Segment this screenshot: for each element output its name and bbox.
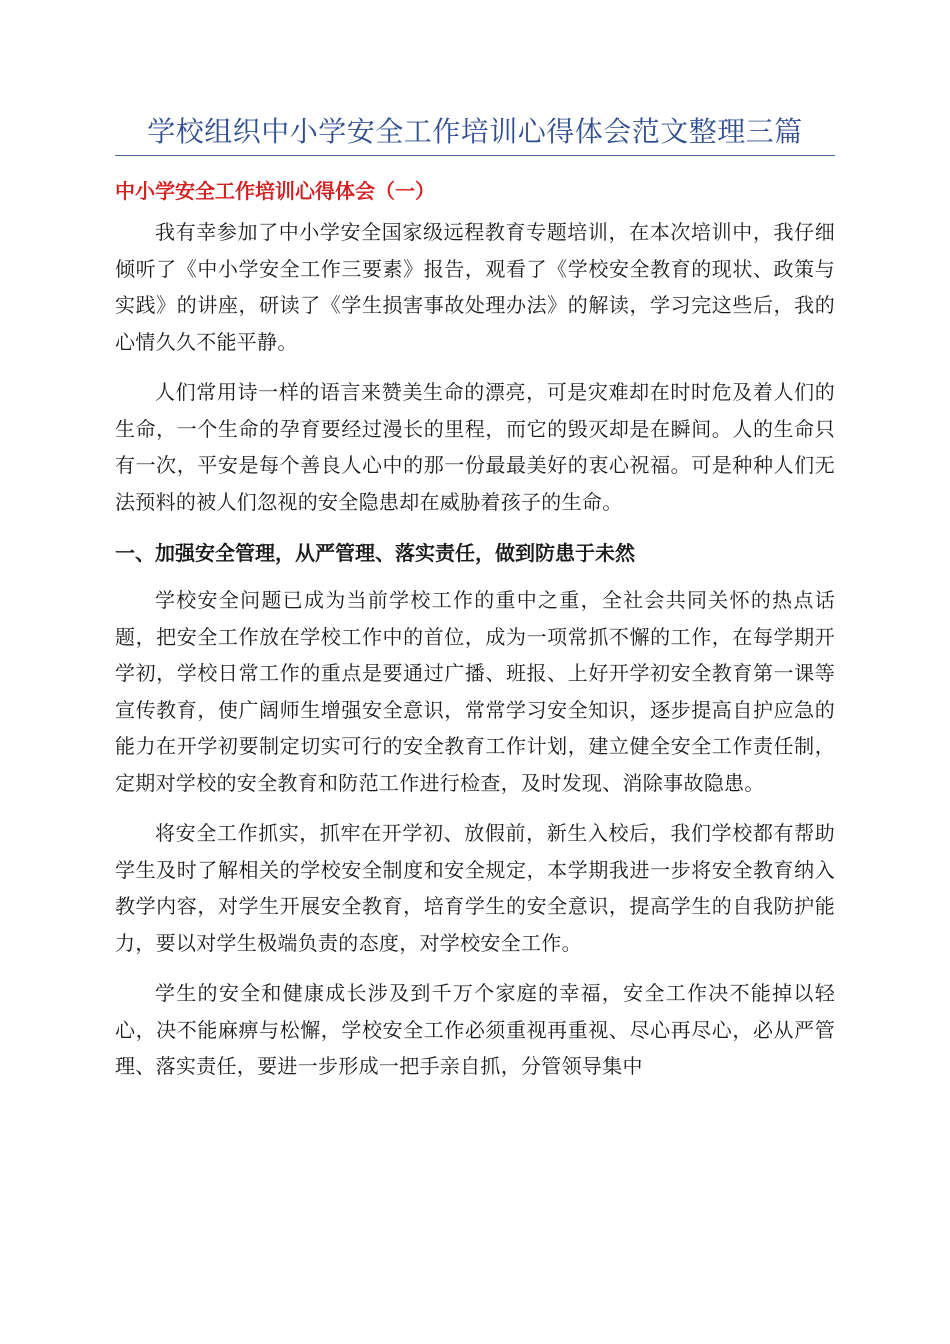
document-body [115, 172, 835, 1099]
section-heading: 中小学安全工作培训心得体会（一） [115, 179, 435, 203]
document-title: 学校组织中小学安全工作培训心得体会范文整理三篇 [147, 115, 803, 148]
paragraph: 学校安全问题已成为当前学校工作的重中之重，全社会共同关怀的热点话题，把安全工作放在学校工作中的首位，成为一项常抓不懈的工作，在每学期开学初，学校日常工作的重点是要通过广播、班报、上好开学初安全教育第一课等宣传教育，使广阔师生增强安全意识，常常学习安全知识，逐步提高自护应急的能力在开学初要制定切实可行的安全教育工作计划，建立健全安全工作责任制，定期对学校的安全教育和防范工作进行检查，及时发现、消除事故隐患。 [115, 588, 835, 795]
sub-heading: 一、加强安全管理，从严管理、落实责任，做到防患于未然 [115, 541, 635, 565]
paragraph: 人们常用诗一样的语言来赞美生命的漂亮，可是灾难却在时时危及着人们的生命，一个生命的孕育要经过漫长的里程，而它的毁灭却是在瞬间。人的生命只有一次，平安是每个善良人心中的那一份最最美好的衷心祝福。可是种种人们无法预料的被人们忽视的安全隐患却在威胁着孩子的生命。 [115, 380, 835, 514]
paragraph: 学生的安全和健康成长涉及到千万个家庭的幸福，安全工作决不能掉以轻心，决不能麻痹与松懈，学校安全工作必须重视再重视、尽心再尽心，必从严管理、落实责任，要进一步形成一把手亲自抓，分管领导集中 [115, 981, 835, 1078]
title-underline [115, 155, 835, 156]
paragraph: 将安全工作抓实，抓牢在开学初、放假前，新生入校后，我们学校都有帮助学生及时了解相关的学校安全制度和安全规定，本学期我进一步将安全教育纳入教学内容，对学生开展安全教育，培育学生的安全意识，提高学生的自我防护能力，要以对学生极端负责的态度，对学校安全工作。 [115, 821, 835, 955]
paragraph: 我有幸参加了中小学安全国家级远程教育专题培训，在本次培训中，我仔细倾听了《中小学安全工作三要素》报告，观看了《学校安全教育的现状、政策与实践》的讲座，研读了《学生损害事故处理办法》的解读，学习完这些后，我的心情久久不能平静。 [115, 220, 835, 354]
